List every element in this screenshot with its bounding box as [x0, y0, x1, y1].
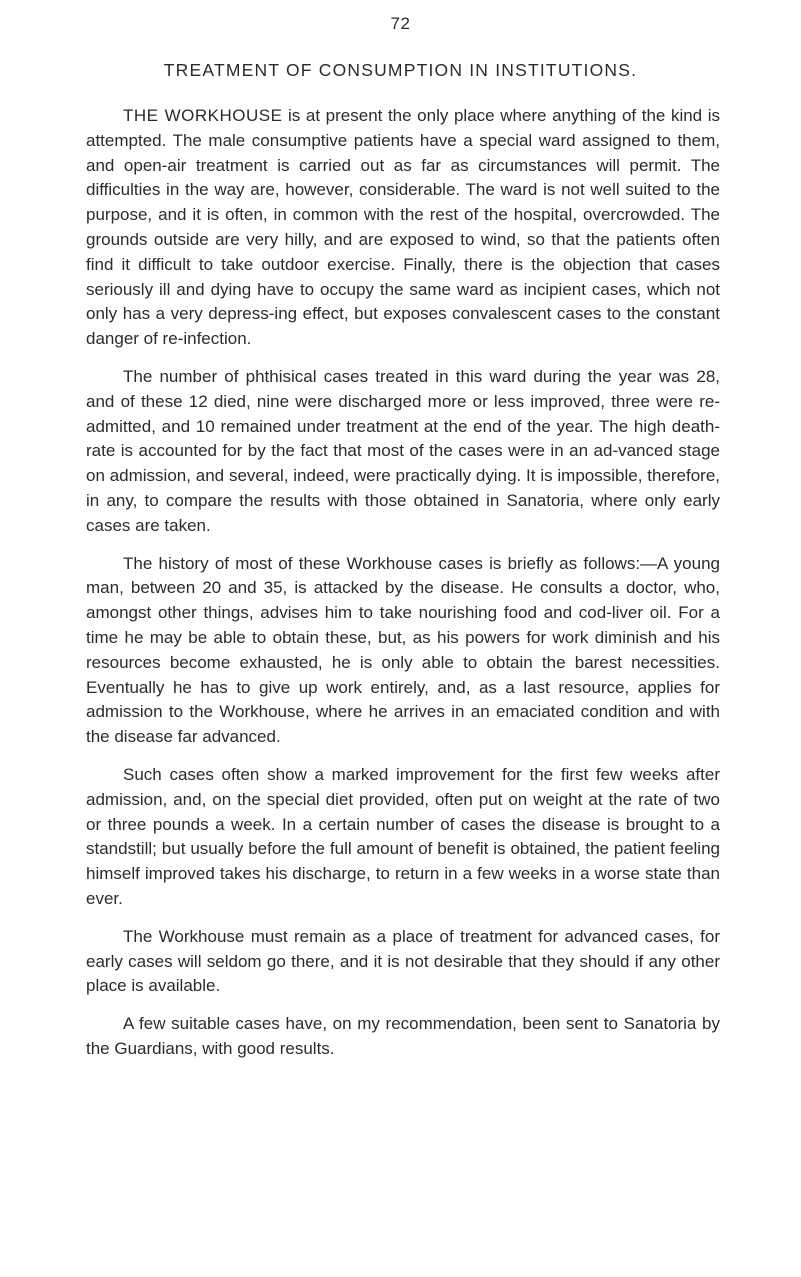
page-number: 72 [390, 14, 411, 33]
paragraph-6: A few suitable cases have, on my recommendation, been sent to Sanatoria by the Guardians, with good results. [86, 1014, 720, 1058]
paragraph-5: The Workhouse must remain as a place of treatment for advanced cases, for early cases will seldom go there, and it is not desirable that they should if any other place is available. [86, 926, 720, 996]
paragraph-1-text: is at present the only place where anything of the kind is attempted. The male consumptive patients have a special ward assigned to them, and open-air treatment is carried out as far as circumstances will permit. The difficulties in the way are, however, considerable. The ward is not well suited to the purpose, and it is often, in common with the rest of the hospital, overcrowded. The grounds outside are very hilly, and are exposed to wind, so that the patients often find it difficult to take outdoor exercise. Finally, there is the objection that cases seriously ill and dying have to occupy the same ward as incipient cases, which not only has a very depress-ing effect, but exposes convalescent cases to the constant danger of re-infection. [86, 106, 720, 349]
section-title: TREATMENT OF CONSUMPTION IN INSTITUTIONS. [163, 60, 638, 80]
paragraph-1 [86, 104, 720, 352]
paragraph-1-lead: THE WORKHOUSE [123, 106, 283, 125]
paragraph-3: The history of most of these Workhouse cases is briefly as follows:—A young man, between 20 and 35, is attacked by the disease. He consults a doctor, who, amongst other things, advises him to take nourishing food and cod-liver oil. For a time he may be able to obtain these, but, as his powers for work diminish and his resources become exhausted, he is only able to obtain the barest necessities. Eventually he has to give up work entirely, and, as a last resource, applies for admission to the Workhouse, where he arrives in an emaciated condition and with the disease far advanced. [86, 553, 720, 747]
paragraph-4: Such cases often show a marked improvement for the first few weeks after admission, and, on the special diet provided, often put on weight at the rate of two or three pounds a week. In a certain number of cases the disease is brought to a standstill; but usually before the full amount of benefit is obtained, the patient feeling himself improved takes his discharge, to return in a few weeks in a worse state than ever. [86, 764, 720, 908]
body-text [86, 104, 720, 1075]
paragraph-2: The number of phthisical cases treated in this ward during the year was 28, and of these 12 died, nine were discharged more or less improved, three were re-admitted, and 10 remained under treatment at the end of the year. The high death-rate is accounted for by the fact that most of the cases were in an ad-vanced stage on admission, and several, indeed, were practically dying. It is impossible, therefore, in any, to compare the results with those obtained in Sanatoria, where only early cases are taken. [86, 366, 720, 535]
